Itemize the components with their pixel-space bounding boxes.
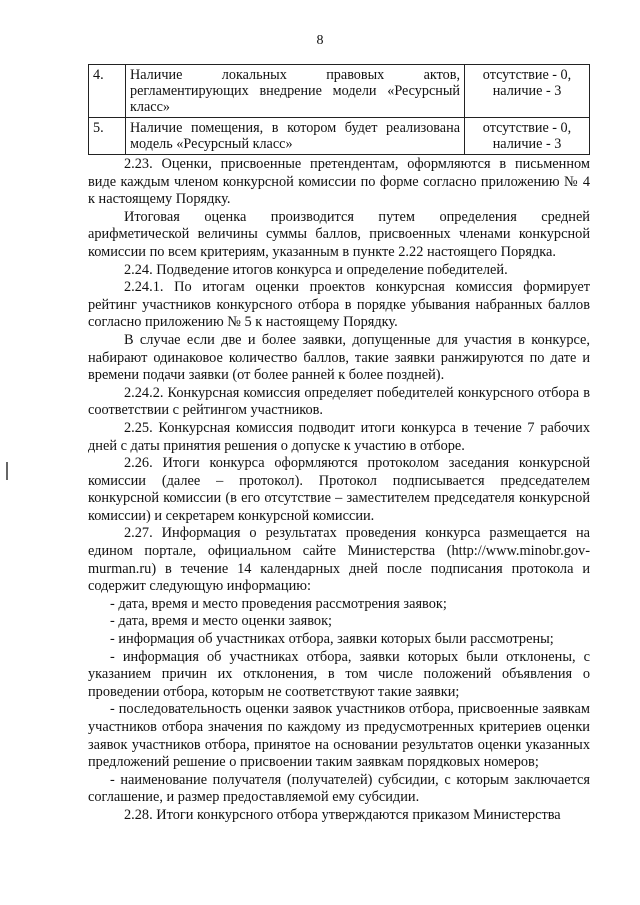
list-item: - наименование получателя (получателей) субсидии, с которым заключается соглашение, и размер предоставляемой ему субсидии. — [88, 771, 590, 806]
score-cell — [465, 118, 590, 155]
paragraph: В случае если две и более заявки, допущенные для участия в конкурсе, набирают одинаковое количество баллов, такие заявки ранжируются по дате и времени подачи заявки (от более ранней к более поздней). — [88, 331, 590, 384]
criterion-text: Наличие помещения, в котором будет реализована модель «Ресурсный класс» — [126, 118, 465, 155]
list-item: - дата, время и место оценки заявок; — [110, 613, 333, 630]
score-line: отсутствие - 0, — [482, 120, 572, 136]
document-body — [88, 156, 590, 825]
score-line: отсутствие - 0, — [482, 67, 572, 83]
table-row — [89, 118, 590, 155]
row-number: 5. — [89, 118, 126, 155]
score-cell — [465, 65, 590, 118]
page-number: 8 — [316, 33, 324, 48]
paragraph: 2.24.2. Конкурсная комиссия определяет победителей конкурсного отбора в соответствии с рейтингом участников. — [88, 384, 590, 419]
score-line: наличие - 3 — [492, 83, 562, 99]
paragraph: 2.24. Подведение итогов конкурса и определение победителей. — [124, 261, 508, 278]
list-item: - дата, время и место проведения рассмотрения заявок; — [110, 595, 447, 612]
list-item: - последовательность оценки заявок участников отбора, присвоенные заявкам участников отбора значения по каждому из предусмотренных критериев оценки заявок участников отбора, принятое на основании результатов оценки указанных предложений решение о присвоении таким заявкам порядковых номеров; — [88, 701, 590, 771]
criteria-table — [88, 64, 590, 155]
table-row — [89, 65, 590, 118]
paragraph: 2.24.1. По итогам оценки проектов конкурсная комиссия формирует рейтинг участников конкурсного отбора в порядке убывания набранных баллов согласно приложению № 5 к настоящему Порядку. — [88, 279, 590, 331]
list-item: - информация об участниках отбора, заявки которых были рассмотрены; — [110, 631, 554, 648]
criterion-text: Наличие локальных правовых актов, регламентирующих внедрение модели «Ресурсный класс» — [126, 65, 465, 118]
paragraph: 2.28. Итоги конкурсного отбора утверждаются приказом Министерства — [124, 806, 561, 823]
scan-margin-mark — [6, 462, 8, 480]
paragraph: 2.23. Оценки, присвоенные претендентам, оформляются в письменном виде каждым членом конкурсной комиссии по форме согласно приложению № 4 к настоящему Порядку. — [88, 156, 590, 208]
list-item: - информация об участниках отбора, заявки которых были отклонены, с указанием причин их отклонения, в том числе положений объявления о проведении отбора, которым не соответствуют такие заявки; — [88, 648, 590, 700]
paragraph: 2.26. Итоги конкурса оформляются протоколом заседания конкурсной комиссии (далее – протокол). Протокол подписывается председателем конкурсной комиссии (в его отсутствие – заместителем председателя конкурсной комиссии) и секретарем конкурсной комиссии. — [88, 455, 590, 524]
score-line: наличие - 3 — [492, 136, 562, 152]
paragraph: Итоговая оценка производится путем определения средней арифметической величины суммы баллов, присвоенных членами конкурсной комиссии по всем критериям, указанным в пункте 2.22 настоящего Порядка. — [88, 208, 590, 260]
paragraph: 2.25. Конкурсная комиссия подводит итоги конкурса в течение 7 рабочих дней с даты принятия решения о допуске к участию в отборе. — [88, 419, 590, 454]
paragraph: 2.27. Информация о результатах проведения конкурса размещается на едином портале, официальном сайте Министерства (http://www.minobr.gov-murman.ru) в течение 14 календарных дней после подписания протокола и содержит следующую информацию: — [88, 525, 590, 595]
row-number: 4. — [89, 65, 126, 118]
